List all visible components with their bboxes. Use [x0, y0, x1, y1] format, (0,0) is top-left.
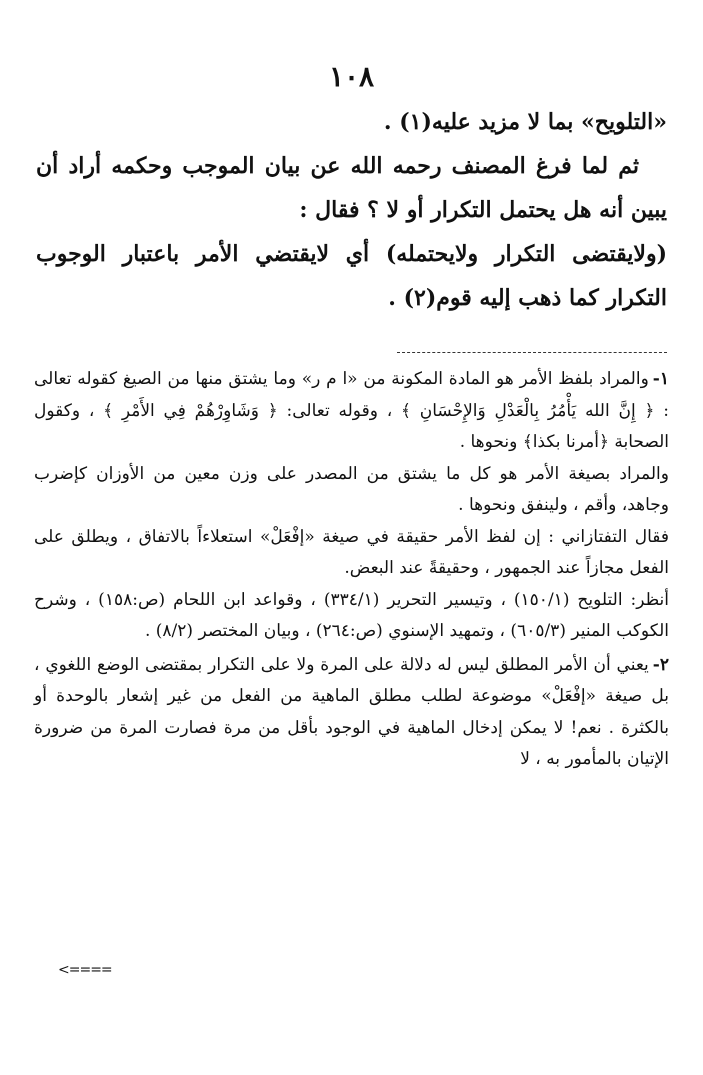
continuation-arrow-icon: <==== — [58, 962, 112, 978]
footnotes — [34, 364, 669, 778]
main-text — [36, 100, 667, 320]
main-paragraph-2: ثم لما فرغ المصنف رحمه الله عن بيان الموجب وحكمه أراد أن يبين أنه هل يحتمل التكرار أو لا ؟ فقال : — [36, 153, 667, 223]
footnote-number: ٢- — [652, 654, 669, 675]
footnote-separator — [397, 352, 667, 353]
main-paragraph-3: (ولايقتضى التكرار ولايحتمله) أي لايقتضي الأمر باعتبار الوجوب التكرار كما ذهب إليه قوم(٢) . — [36, 241, 667, 311]
page-number: ١٠٨ — [328, 60, 375, 93]
footnote-number: ١- — [652, 369, 669, 389]
footnote-paragraph: أنظر: التلويح (١٥٠/١) ، وتيسير التحرير (٣٣٤/١) ، وقواعد ابن اللحام (ص:١٥٨) ، وشرح الكوكب المنير (٦٠٥/٣) ، وتمهيد الإسنوي (ص:٢٦٤) ، وبيان المختصر (٨/٢) . — [34, 589, 669, 641]
footnote-paragraph: فقال التفتازاني : إن لفظ الأمر حقيقة في صيغة «إفْعَلْ» استعلاءاً بالاتفاق ، ويطلق على الفعل مجازاً عند الجمهور ، وحقيقةً عند البعض. — [34, 526, 669, 578]
main-paragraph-1: «التلويح» بما لا مزيد عليه(١) . — [383, 109, 667, 135]
footnote-paragraph: والمراد بلفظ الأمر هو المادة المكونة من «ا م ر» وما يشتق منها من الصيغ كقوله تعالى : ﴿ إِنَّ الله يَأْمُرُ بِالْعَدْلِ وَالإِحْسَانِ ﴾ ، وقوله تعالى: ﴿ وَشَاوِرْهُمْ فِي الأَمْرِ ﴾ ، وكقول الصحابة ﴿أمرنا بكذا﴾ ونحوها . — [34, 369, 669, 452]
footnote-paragraph: يعني أن الأمر المطلق ليس له دلالة على المرة ولا على التكرار بمقتضى الوضع اللغوي ، بل صيغة «إفْعَلْ» موضوعة لطلب مطلق الماهية من الفعل من غير إشعار بالوحدة أو بالكثرة . نعم! لا يمكن إدخال الماهية في الوجود بأقل من مرة فصارت المرة من ضرورة الإتيان بالمأمور به ، لا — [34, 654, 669, 769]
footnote-paragraph: والمراد بصيغة الأمر هو كل ما يشتق من المصدر على وزن معين من الأوزان كإضرب وجاهد، وأقم ، ولينفق ونحوها . — [34, 463, 669, 515]
footnote-2 — [34, 650, 669, 776]
footnote-1 — [34, 364, 669, 648]
